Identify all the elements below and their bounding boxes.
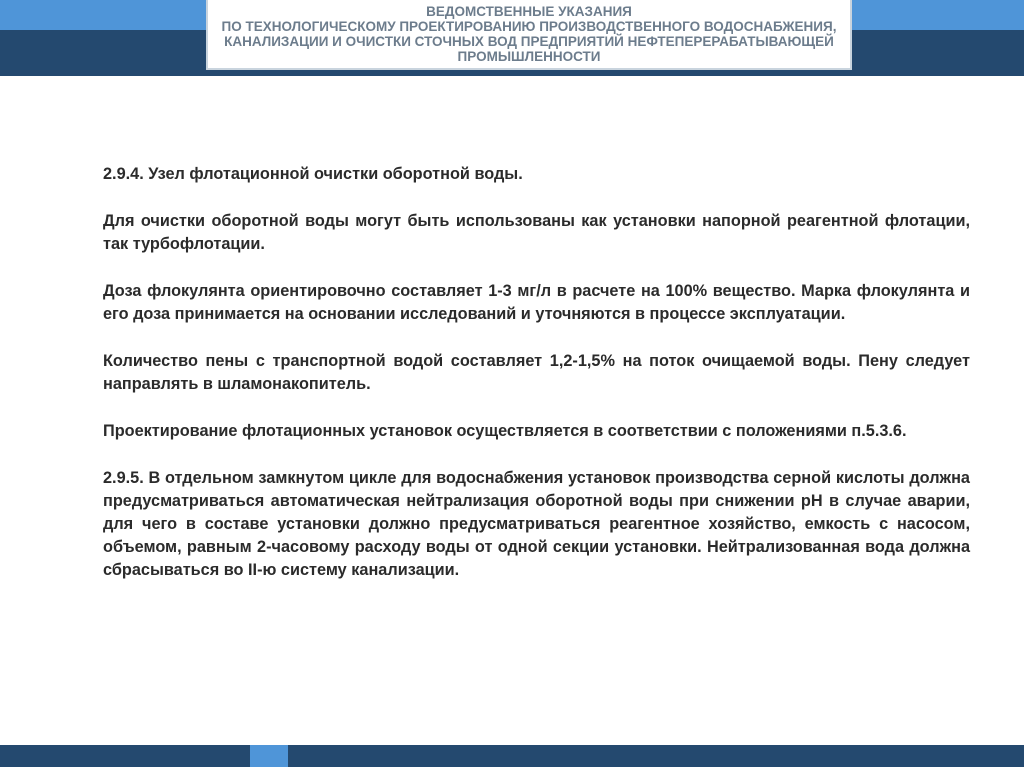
paragraph: Для очистки оборотной воды могут быть использованы как установки напорной реагентной флотации, так турбофлотации. — [103, 212, 970, 253]
paragraph: Доза флокулянта ориентировочно составляет 1-3 мг/л в расчете на 100% вещество. Марка флокулянта и его доза принимается на основании исследований и уточняются в процессе эксплуатации. — [103, 282, 970, 323]
paragraph: Количество пены с транспортной водой составляет 1,2-1,5% на поток очищаемой воды. Пену следует направлять в шламонакопитель. — [103, 352, 970, 393]
section-paragraph-2-9-5: 2.9.5. В отдельном замкнутом цикле для водоснабжения установок производства серной кислоты должна предусматриваться автоматическая нейтрализация оборотной воды при снижении pH в случае аварии, для чего в составе установки должно предусматриваться реагентное хозяйство, емкость с насосом, объемом, равным 2-часовому расходу воды от одной секции установки. Нейтрализованная вода должна сбрасываться во II-ю систему канализации. — [103, 469, 970, 579]
footer-stripe-light — [250, 745, 288, 767]
document-text — [103, 163, 970, 606]
header-banner — [0, 0, 1024, 78]
footer-stripe-dark-right — [288, 745, 1024, 767]
document-title-box — [206, 0, 852, 70]
document-title-line: ПРОМЫШЛЕННОСТИ — [457, 49, 601, 64]
section-heading-2-9-4: 2.9.4. Узел флотационной очистки оборотной воды. — [103, 165, 523, 183]
footer-stripe-dark-left — [0, 745, 250, 767]
document-title-line: КАНАЛИЗАЦИИ И ОЧИСТКИ СТОЧНЫХ ВОД ПРЕДПРИЯТИЙ НЕФТЕПЕРЕРАБАТЫВАЮЩЕЙ — [224, 34, 834, 49]
slide-body — [0, 78, 1024, 744]
paragraph: Проектирование флотационных установок осуществляется в соответствии с положениями п.5.3.6. — [103, 422, 907, 440]
document-title-line: ВЕДОМСТВЕННЫЕ УКАЗАНИЯ — [426, 4, 632, 19]
document-title-line: ПО ТЕХНОЛОГИЧЕСКОМУ ПРОЕКТИРОВАНИЮ ПРОИЗВОДСТВЕННОГО ВОДОСНАБЖЕНИЯ, — [221, 19, 837, 34]
